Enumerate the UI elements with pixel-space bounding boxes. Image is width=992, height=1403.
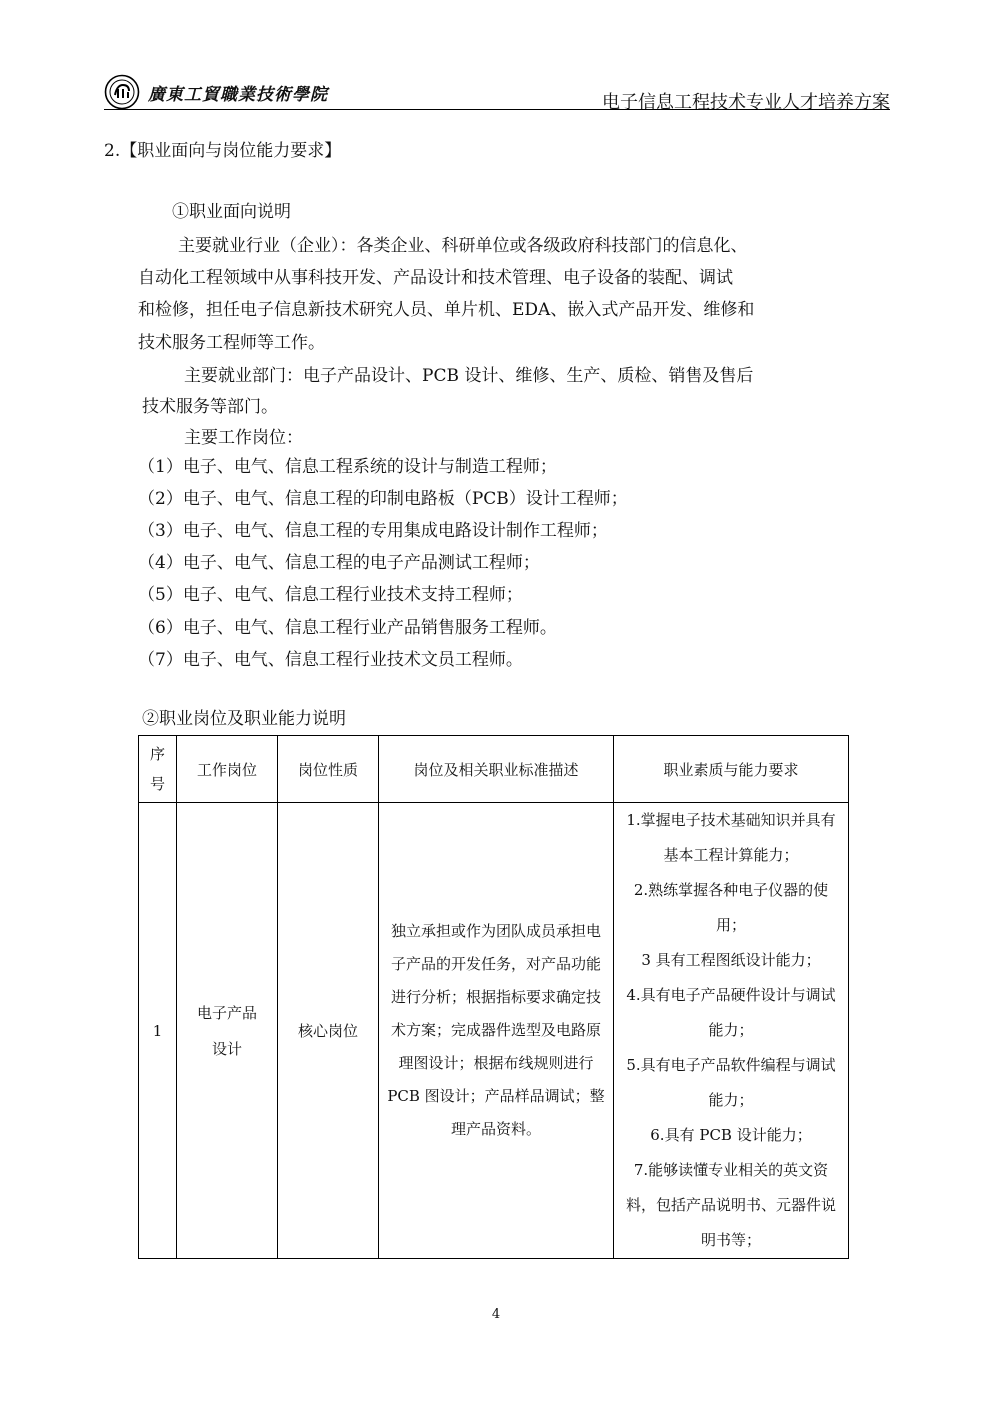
page-number: 4 [491,1307,501,1322]
req-item: 5.具有电子产品软件编程与调试能力； [626,1056,836,1109]
school-name: 廣東工貿職業技術學院 [148,85,328,105]
post-item-5: （5）电子、电气、信息工程行业技术支持工程师； [138,585,523,605]
dept-line-1: 主要就业部门：电子产品设计、PCB 设计、维修、生产、质检、销售及售后 [184,366,754,386]
header-no: 序号 [139,736,177,803]
req-item: 2.熟练掌握各种电子仪器的使用； [633,881,829,934]
industry-line-2: 自动化工程领域中从事科技开发、产品设计和技术管理、电子设备的装配、调试 [138,268,733,288]
req-item: 1.掌握电子技术基础知识并具有基本工程计算能力； [626,811,836,864]
req-item: 7.能够读懂专业相关的英文资料，包括产品说明书、元器件说明书等； [625,1161,836,1249]
school-logo-icon [104,74,140,110]
post-item-6: （6）电子、电气、信息工程行业产品销售服务工程师。 [138,618,557,638]
req-item: 3 具有工程图纸设计能力； [641,951,821,969]
industry-line-3: 和检修，担任电子信息新技术研究人员、单片机、EDA、嵌入式产品开发、维修和 [138,300,755,320]
post-item-1: （1）电子、电气、信息工程系统的设计与制造工程师； [138,457,557,477]
subsection-title-1: ①职业面向说明 [172,202,291,222]
post-item-3: （3）电子、电气、信息工程的专用集成电路设计制作工程师； [138,521,608,541]
post-item-7: （7）电子、电气、信息工程行业技术文员工程师。 [138,650,523,670]
table-row [139,803,849,1259]
page-header [104,70,890,112]
post-item-4: （4）电子、电气、信息工程的电子产品测试工程师； [138,553,540,573]
header-req: 职业素质与能力要求 [614,736,849,803]
dept-line-2: 技术服务等部门。 [142,397,278,417]
industry-line-1: 主要就业行业（企业）：各类企业、科研单位或各级政府科技部门的信息化、 [178,236,748,256]
cell-nature: 核心岗位 [278,803,379,1259]
career-table [138,735,849,1259]
cell-desc: 独立承担或作为团队成员承担电子产品的开发任务，对产品功能进行分析；根据指标要求确定技术方案；完成器件选型及电路原理图设计；根据布线规则进行 PCB 图设计；产品样品调试；整理产品资料。 [379,803,614,1259]
cell-no: 1 [139,803,177,1259]
document-title: 电子信息工程技术专业人才培养方案 [602,92,890,113]
subsection-title-2: ②职业岗位及职业能力说明 [142,709,346,729]
posts-title: 主要工作岗位： [184,428,303,448]
req-item: 4.具有电子产品硬件设计与调试能力； [626,986,836,1039]
req-item: 6.具有 PCB 设计能力； [650,1126,812,1144]
header-desc: 岗位及相关职业标准描述 [379,736,614,803]
cell-post: 电子产品设计 [177,803,278,1259]
cell-reqs [614,803,849,1259]
header-divider [104,109,890,110]
header-nature: 岗位性质 [278,736,379,803]
header-post: 工作岗位 [177,736,278,803]
section-heading: 2.【职业面向与岗位能力要求】 [104,141,342,161]
table-header-row [139,736,849,803]
industry-line-4: 技术服务工程师等工作。 [138,333,325,353]
post-item-2: （2）电子、电气、信息工程的印制电路板（PCB）设计工程师； [138,489,628,509]
